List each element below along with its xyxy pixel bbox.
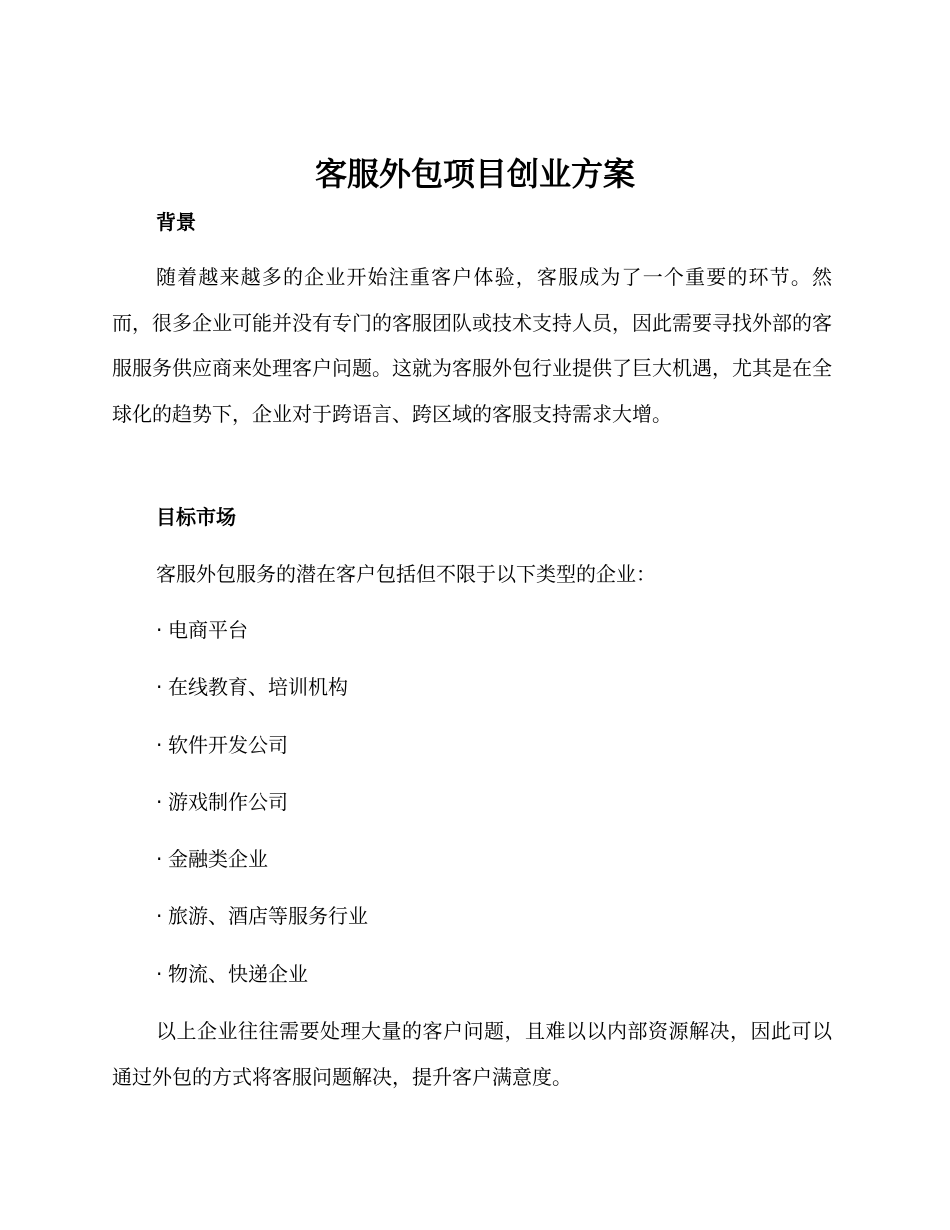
list-item <box>156 787 368 844</box>
list-item-text: 在线教育、培训机构 <box>168 675 348 700</box>
list-item-text: 金融类企业 <box>168 847 268 872</box>
section-heading-target-market: 目标市场 <box>156 505 236 529</box>
bullet-icon: · <box>156 904 163 929</box>
list-item-text: 软件开发公司 <box>168 732 288 757</box>
bullet-icon: · <box>156 961 163 986</box>
bullet-icon: · <box>156 675 163 700</box>
list-item <box>156 615 368 672</box>
list-item <box>156 672 368 729</box>
target-market-conclusion: 以上企业往往需要处理大量的客户问题，且难以以内部资源解决，因此可以通过外包的方式将客服问题解决，提升客户满意度。 <box>112 1019 832 1089</box>
list-item-text: 游戏制作公司 <box>168 789 288 814</box>
bullet-icon: · <box>156 847 163 872</box>
list-item <box>156 844 368 901</box>
bullet-icon: · <box>156 618 163 642</box>
list-item <box>156 730 368 787</box>
list-item-text: 物流、快递企业 <box>168 961 308 986</box>
section-heading-background: 背景 <box>156 210 196 234</box>
background-paragraph: 随着越来越多的企业开始注重客户体验，客服成为了一个重要的环节。然而，很多企业可能并没有专门的客服团队或技术支持人员，因此需要寻找外部的客服服务供应商来处理客户问题。这就为客服外包行业提供了巨大机遇，尤其是在全球化的趋势下，企业对于跨语言、跨区域的客服支持需求大增。 <box>112 265 832 426</box>
list-item <box>156 959 368 1016</box>
list-item-text: 电商平台 <box>168 618 248 642</box>
document-title: 客服外包项目创业方案 <box>314 155 635 193</box>
bullet-icon: · <box>156 732 163 757</box>
list-item <box>156 901 368 958</box>
target-market-list <box>156 615 368 1016</box>
list-item-text: 旅游、酒店等服务行业 <box>168 904 368 929</box>
target-market-intro: 客服外包服务的潜在客户包括但不限于以下类型的企业： <box>156 562 656 586</box>
bullet-icon: · <box>156 789 163 814</box>
